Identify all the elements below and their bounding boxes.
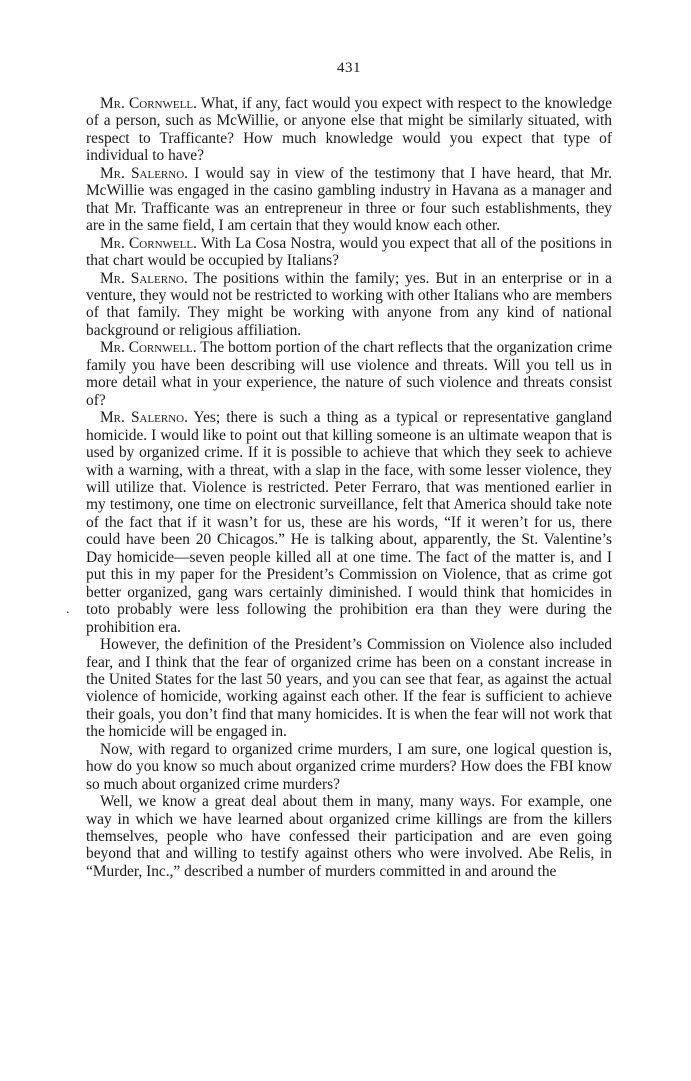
page-number: 431 — [337, 60, 361, 76]
paragraph-5 — [86, 339, 612, 409]
paragraph-3 — [86, 235, 612, 270]
paragraph-text: However, the definition of the President’s Commission on Violence also included fear, and I think that the fear of organized crime has been on a constant increase in the United States for the last 50 years, and you can see that fear, as against the actual violence of homicide, working against each other. If the fear is sufficient to achieve their goals, you don’t find that many homicides. It is when the fear will not work that the homicide will be engaged in. — [86, 636, 612, 741]
paragraph-4 — [86, 270, 612, 340]
paragraph-text: Yes; there is such a thing as a typical or representative gangland homicide. I would like to point out that killing someone is an ultimate weapon that is used by organized crime. If it is possible to achieve that which they seek to achieve with a warning, with a threat, with a slap in the face, with some lesser violence, they will utilize that. Violence is restricted. Peter Ferraro, that was mentioned earlier in my testimony, one time on electronic surveillance, felt that America should take note of the fact that if it wasn’t for us, these are his words, “If it weren’t for us, there could have been 20 Chicagos.” He is talking about, apparently, the St. Valentine’s Day homicide—seven people killed all at one time. The fact of the matter is, and I put this in my paper for the President’s Commission on Violence, that as crime got better organized, gang wars certainly diminished. I would think that homicides in toto probably were less following the prohibition era than they were during the prohibition era. — [86, 409, 612, 636]
paragraph-9 — [86, 793, 612, 880]
speaker-label: Mr. Cornwell. — [100, 234, 197, 252]
paragraph-text: Now, with regard to organized crime murders, I am sure, one logical question is, how do you know so much about organized crime murders? How does the FBI know so much about organized crime murders? — [86, 740, 612, 793]
paragraph-1 — [86, 95, 612, 165]
paragraph-text: The bottom portion of the chart reflects that the organization crime family you have been describing will use violence and threats. Will you tell us in more detail what in your experience, the nature of such violence and threats consist of? — [86, 339, 612, 409]
speaker-label: Mr. Salerno. — [100, 409, 188, 427]
document-page — [86, 60, 612, 880]
paragraph-6 — [86, 409, 612, 636]
paragraph-8 — [86, 741, 612, 793]
paragraph-text: The positions within the family; yes. But in an enterprise or in a venture, they would not be restricted to working with other Italians who are members of that family. They might be working with anyone from any kind of national background or religious affiliation. — [86, 269, 612, 339]
speaker-label: Mr. Salerno. — [100, 164, 188, 182]
speaker-label: Mr. Cornwell. — [100, 339, 197, 357]
margin-dot-mark: . — [66, 602, 70, 617]
paragraph-text: I would say in view of the testimony that I have heard, that Mr. McWillie was engaged in the casino gambling industry in Havana as a manager and that Mr. Trafficante was an entrepreneur in three or four such establishments, they are in the same field, I am certain that they would know each other. — [86, 164, 613, 235]
paragraph-7 — [86, 636, 612, 741]
speaker-label: Mr. Salerno. — [100, 269, 188, 287]
speaker-label: Mr. Cornwell. — [100, 95, 197, 112]
paragraph-text: Well, we know a great deal about them in many, many ways. For example, one way in which we have learned about organized crime killings are from the killers themselves, people who have confessed their participation and are even going beyond that and willing to testify against others who were involved. Abe Relis, in “Murder, Inc.,” described a number of murders committed in and around the — [86, 793, 612, 880]
paragraph-text: With La Cosa Nostra, would you expect that all of the positions in that chart would be occupied by Italians? — [86, 234, 612, 270]
paragraph-2 — [86, 165, 612, 235]
paragraph-text: What, if any, fact would you expect with respect to the knowledge of a person, such as McWillie, or anyone else that might be similarly situated, with respect to Trafficante? How much knowledge would you expect that type of individual to have? — [86, 95, 612, 165]
